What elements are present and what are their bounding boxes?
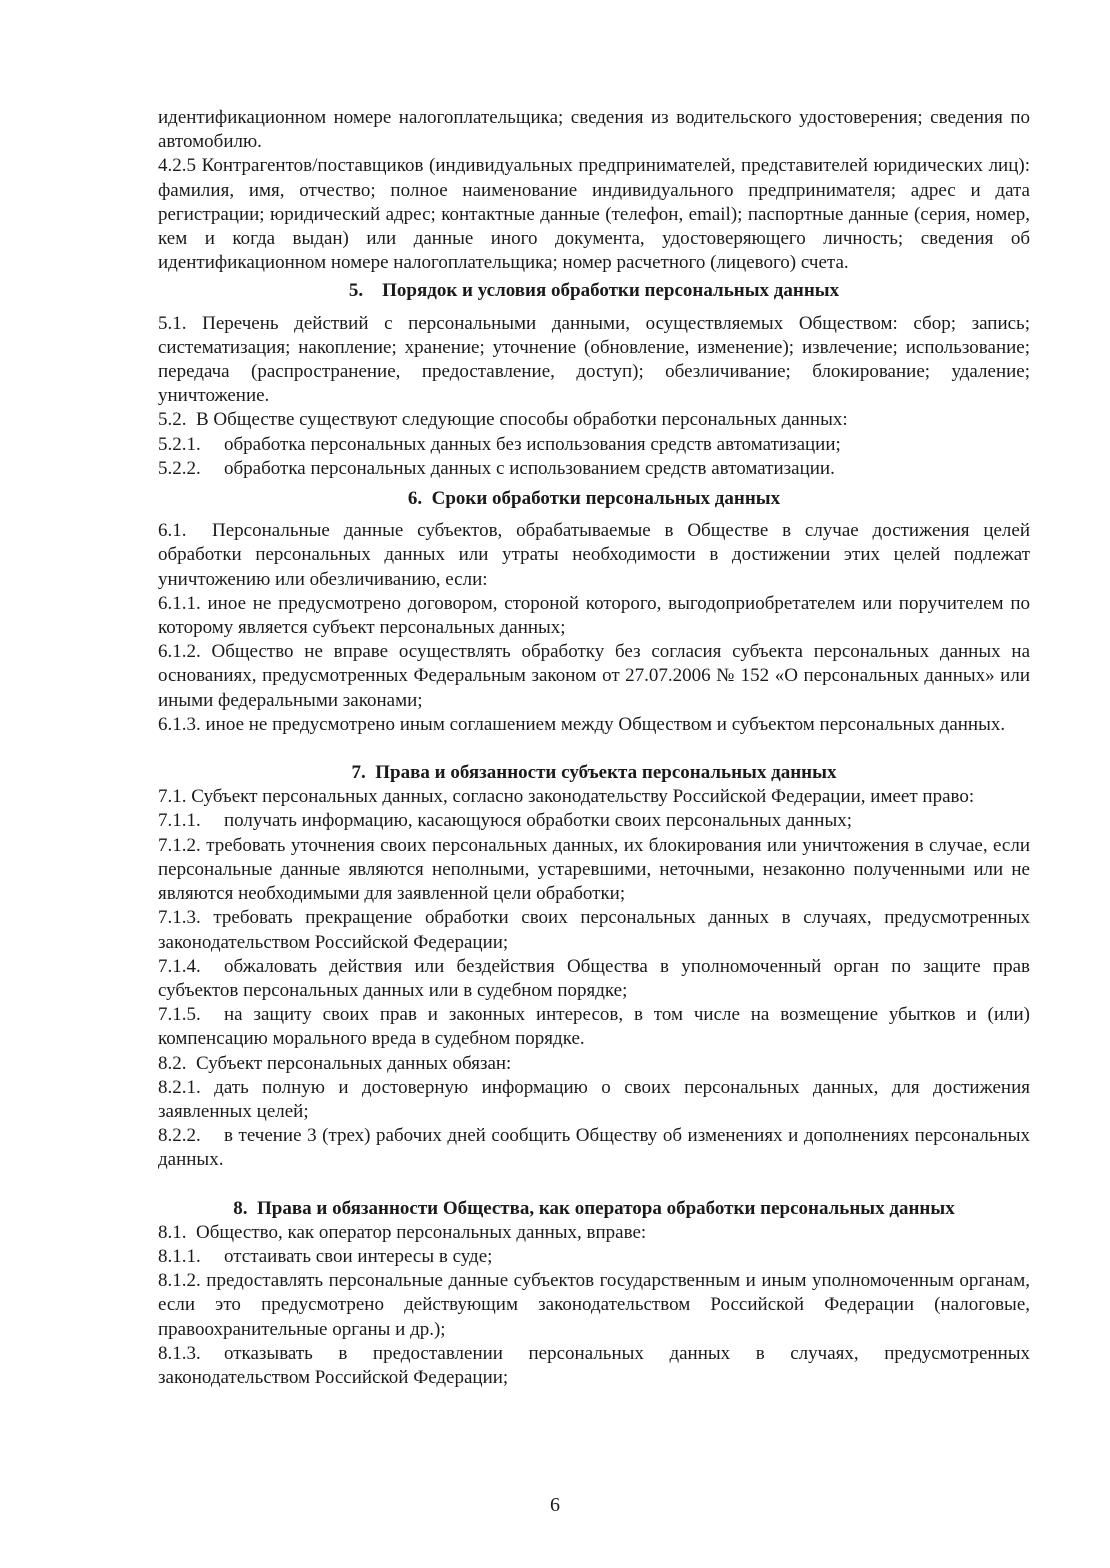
spacer	[158, 737, 1030, 761]
paragraph-6-1	[158, 519, 1030, 592]
paragraph-number: 7.1.1.	[158, 810, 201, 832]
paragraph-7-1-1	[158, 809, 1030, 833]
paragraph-8-1	[158, 1221, 1030, 1245]
section-heading-7: 7. Права и обязанности субъекта персональных данных	[351, 762, 837, 784]
paragraph-number: 8.1.	[158, 1221, 187, 1243]
paragraph-7-1	[158, 785, 1030, 809]
paragraph-number: 5.2.2.	[158, 457, 201, 479]
paragraph-number: 7.1.	[158, 786, 187, 808]
paragraph-text: на защиту своих прав и законных интересов, в том числе на возмещение убытков и (или) компенсацию морального вреда в судебном порядке.	[158, 1004, 1030, 1050]
paragraph-number: 8.2.1.	[158, 1076, 201, 1098]
paragraph-6-1-2	[158, 640, 1030, 713]
paragraph-number: 8.1.1.	[158, 1245, 201, 1267]
paragraph-7-1-4	[158, 955, 1030, 1003]
paragraph-8-2-2	[158, 1124, 1030, 1172]
paragraph-text: Персональные данные субъектов, обрабатываемые в Обществе в случае достижения целей обработки персональных данных или утраты необходимости в достижении этих целей подлежат уничтожению или обезличиванию, если:	[158, 520, 1030, 590]
paragraph-7-1-2	[158, 834, 1030, 907]
paragraph-number: 4.2.5	[158, 155, 196, 177]
document-page	[158, 106, 1030, 1390]
section-heading-8: 8. Права и обязанности Общества, как оператора обработки персональных данных	[233, 1197, 955, 1219]
spacer	[158, 1173, 1030, 1197]
paragraph-text: Субъект персональных данных обязан:	[196, 1052, 512, 1074]
paragraph-number: 8.2.	[158, 1052, 187, 1074]
paragraph-number: 7.1.3.	[158, 907, 201, 929]
paragraph-5-2	[158, 408, 1030, 432]
paragraph-8-1-2	[158, 1269, 1030, 1342]
paragraph-text: дать полную и достоверную информацию о своих персональных данных, для достижения заявленных целей;	[158, 1076, 1030, 1122]
paragraph-6-1-1	[158, 592, 1030, 640]
paragraph-8-2	[158, 1052, 1030, 1076]
paragraph-number: 6.1.3.	[158, 713, 201, 735]
paragraph-text: требовать уточнения своих персональных данных, их блокирования или уничтожения в случае, если персональные данные являются неполными, устаревшими, неточными, незаконно полученными или не являются необходимыми для заявленной цели обработки;	[158, 834, 1030, 905]
paragraph-number: 7.1.5.	[158, 1004, 201, 1026]
paragraph-text: В Обществе существуют следующие способы обработки персональных данных:	[196, 409, 848, 431]
paragraph-text: в течение 3 (трех) рабочих дней сообщить Обществу об изменениях и дополнениях персональных данных.	[158, 1125, 1030, 1171]
paragraph-text: иное не предусмотрено договором, стороной которого, выгодоприобретателем или поручителем по которому является субъект персональных данных;	[158, 592, 1031, 639]
paragraph-text: требовать прекращение обработки своих персональных данных в случаях, предусмотренных законодательством Российской Федерации;	[158, 907, 1030, 953]
paragraph-text: Общество не вправе осуществлять обработку без согласия субъекта персональных данных на основаниях, предусмотренных Федеральным законом от 27.07.2006 № 152 «О персональных данных» или иными федеральными законами;	[158, 641, 1030, 711]
paragraph-text: иное не предусмотрено иным соглашением между Обществом и субъектом персональных данных.	[205, 713, 1006, 735]
paragraph-text: Общество, как оператор персональных данных, вправе:	[196, 1221, 647, 1243]
paragraph-7-1-5	[158, 1003, 1030, 1051]
paragraph-6-1-3	[158, 713, 1030, 737]
paragraph-number: 5.1.	[158, 312, 187, 334]
paragraph-number: 8.1.2.	[158, 1270, 201, 1292]
paragraph-text: Перечень действий с персональными данными, осуществляемых Обществом: сбор; запись; систематизация; накопление; хранение; уточнение (обновление, изменение); извлечение; использование; передача (распространение, предоставление, доступ); обезличивание; блокирование; удаление; уничтожение.	[158, 312, 1030, 407]
paragraph-8-2-1	[158, 1076, 1030, 1124]
paragraph-text: Контрагентов/поставщиков (индивидуальных предпринимателей, представителей юридических лиц): фамилия, имя, отчество; полное наименование индивидуального предпринимателя; адрес и дата регистрации; юридический адрес; контактные данные (телефон, email); паспортные данные (серия, номер, кем и когда выдан) или данные иного документа, удостоверяющего личность; сведения об идентификационном номере налогоплательщика; номер расчетного (лицевого) счета.	[158, 155, 1031, 274]
paragraph-number: 7.1.2.	[158, 834, 201, 856]
paragraph-text: идентификационном номере налогоплательщика; сведения из водительского удостоверения; сведения по автомобилю.	[158, 107, 1030, 153]
paragraph-text: обработка персональных данных с использованием средств автоматизации.	[224, 457, 835, 479]
paragraph-number: 6.1.1.	[158, 592, 201, 614]
paragraph-text: Субъект персональных данных, согласно законодательству Российской Федерации, имеет право:	[191, 786, 975, 808]
section-heading-5: 5. Порядок и условия обработки персональных данных	[348, 280, 840, 302]
paragraph-text: обработка персональных данных без использования средств автоматизации;	[224, 433, 841, 455]
paragraph-number: 5.2.1.	[158, 433, 201, 455]
paragraph-number: 6.1.	[158, 520, 187, 542]
paragraph-7-1-3	[158, 906, 1030, 954]
paragraph-number: 6.1.2.	[158, 641, 201, 663]
paragraph-text: обжаловать действия или бездействия Общества в уполномоченный орган по защите прав субъектов персональных данных или в судебном порядке;	[158, 955, 1030, 1001]
paragraph-text: отстаивать свои интересы в суде;	[224, 1245, 493, 1267]
paragraph-5-1	[158, 312, 1030, 409]
paragraph-number: 8.2.2.	[158, 1125, 201, 1147]
paragraph-number: 8.1.3.	[158, 1342, 201, 1364]
paragraph-intro-continuation	[158, 106, 1030, 154]
paragraph-8-1-1	[158, 1245, 1030, 1269]
paragraph-5-2-2	[158, 457, 1030, 481]
paragraph-text: отказывать в предоставлении персональных данных в случаях, предусмотренных законодательством Российской Федерации;	[158, 1342, 1030, 1388]
section-heading-6: 6. Сроки обработки персональных данных	[407, 488, 781, 510]
paragraph-8-1-3	[158, 1342, 1030, 1390]
paragraph-number: 7.1.4.	[158, 955, 201, 977]
paragraph-5-2-1	[158, 433, 1030, 457]
paragraph-text: получать информацию, касающуюся обработки своих персональных данных;	[224, 810, 853, 832]
paragraph-4-2-5	[158, 154, 1030, 275]
page-number: 6	[550, 1494, 560, 1516]
paragraph-number: 5.2.	[158, 409, 187, 431]
paragraph-text: предоставлять персональные данные субъектов государственным и иным уполномоченным органам, если это предусмотрено действующим законодательством Российской Федерации (налоговые, правоохранительные органы и др.);	[158, 1270, 1031, 1340]
